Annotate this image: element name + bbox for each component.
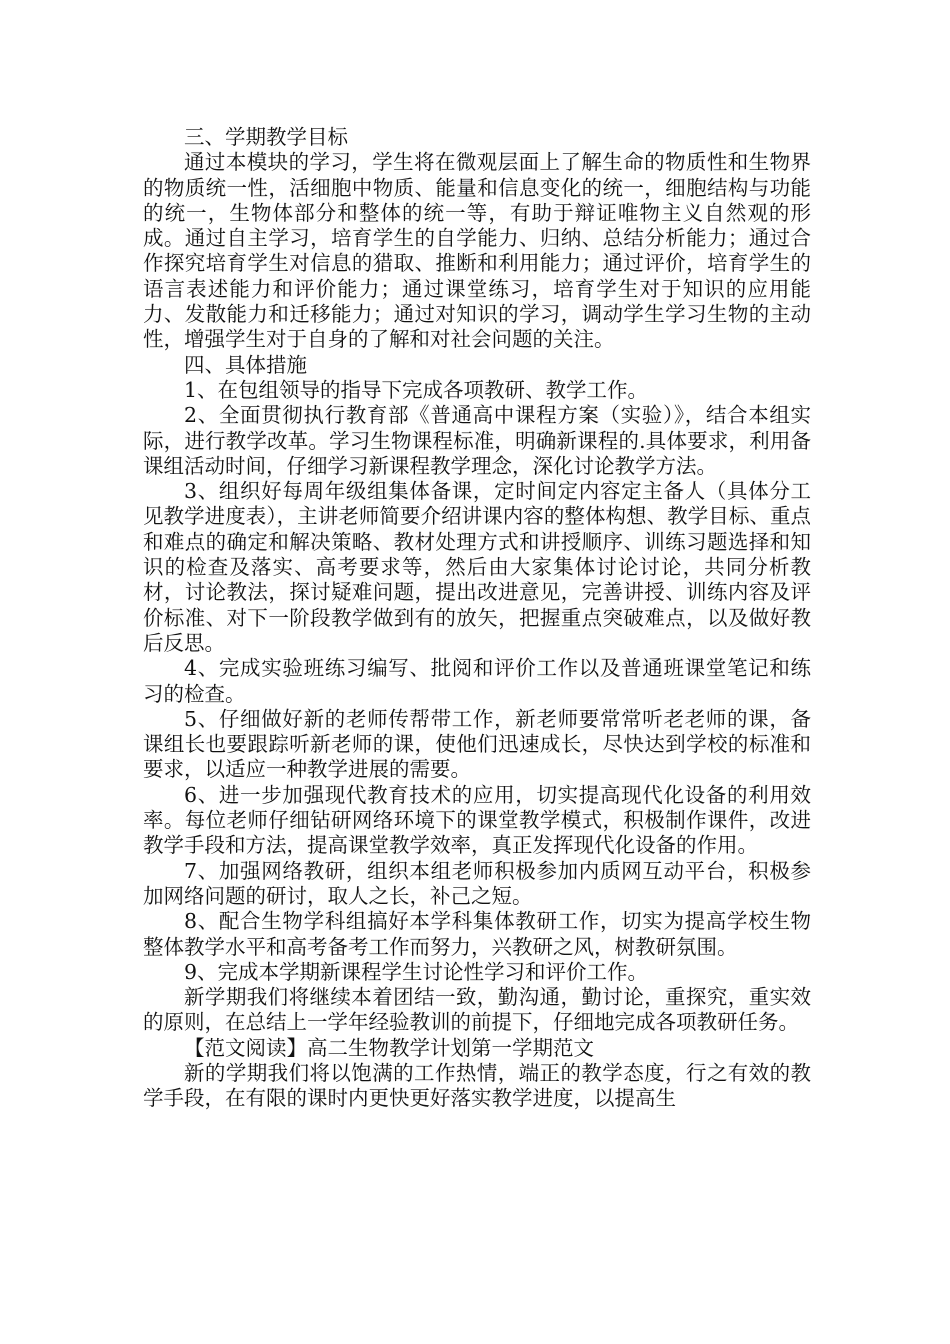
measure-item-3: 3、组织好每周年级组集体备课，定时间定内容定主备人（具体分工见教学进度表），主讲老师简要介绍讲课内容的整体构想、教学目标、重点和难点的确定和解决策略、教材处理方式和讲授顺序、训练习题选择和知识的检查及落实、高考要求等，然后由大家集体讨论讨论，共同分析教材，讨论教法，探讨疑难问题，提出改进意见，完善讲授、训练内容及评价标准、对下一阶段教学做到有的放矢，把握重点突破难点，以及做好教后反思。 [143,479,811,655]
body-paragraph: 通过本模块的学习，学生将在微观层面上了解生命的物质性和生物界的物质统一性，活细胞中物质、能量和信息变化的统一，细胞结构与功能的统一，生物体部分和整体的统一等，有助于辩证唯物主义自然观的形成。通过自主学习，培育学生的自学能力、归纳、总结分析能力；通过合作探究培育学生对信息的猎取、推断和利用能力；通过评价，培育学生的语言表述能力和评价能力；通过课堂练习，培育学生对于知识的应用能力、发散能力和迁移能力；通过对知识的学习，调动学生学习生物的主动性，增强学生对于自身的了解和对社会问题的关注。 [143,150,811,352]
closing-paragraph: 新学期我们将继续本着团结一致，勤沟通，勤讨论，重探究，重实效的原则，在总结上一学年经验教训的前提下，仔细地完成各项教研任务。 [143,985,811,1035]
document-page [143,125,811,1112]
measure-item-1: 1、在包组领导的指导下完成各项教研、教学工作。 [184,377,649,402]
measure-item-6: 6、进一步加强现代教育技术的应用，切实提高现代化设备的利用效率。每位老师仔细钻研网络环境下的课堂教学模式，积极制作课件，改进教学手段和方法，提高课堂教学效率，真正发挥现代化设备的作用。 [143,782,811,858]
measure-item-4: 4、完成实验班练习编写、批阅和评价工作以及普通班课堂笔记和练习的检查。 [143,656,811,706]
section-heading-teaching-goals: 三、学期教学目标 [184,125,348,149]
measure-item-2: 2、全面贯彻执行教育部《普通高中课程方案（实验）》，结合本组实际，进行教学改革。学习生物课程标准，明确新课程的.具体要求，利用备课组活动时间，仔细学习新课程教学理念，深化讨论教学方法。 [143,403,811,478]
measure-item-8: 8、配合生物学科组搞好本学科集体教研工作，切实为提高学校生物整体教学水平和高考备考工作而努力，兴教研之风，树教研氛围。 [143,909,811,959]
measure-item-5: 5、仔细做好新的老师传帮带工作，新老师要常常听老老师的课，备课组长也要跟踪听新老师的课，使他们迅速成长，尽快达到学校的标准和要求，以适应一种教学进展的需要。 [143,706,811,782]
measure-item-9: 9、完成本学期新课程学生讨论性学习和评价工作。 [184,959,649,984]
sample-reading-heading: 【范文阅读】高二生物教学计划第一学期范文 [184,1035,594,1060]
sample-reading-paragraph: 新的学期我们将以饱满的工作热情，端正的教学态度，行之有效的教学手段，在有限的课时内更快更好落实教学进度，以提高生 [143,1060,811,1111]
section-heading-measures: 四、具体措施 [184,352,307,377]
measure-item-7: 7、加强网络教研，组织本组老师积极参加内质网互动平台，积极参加网络问题的研讨，取人之长，补己之短。 [143,858,811,908]
